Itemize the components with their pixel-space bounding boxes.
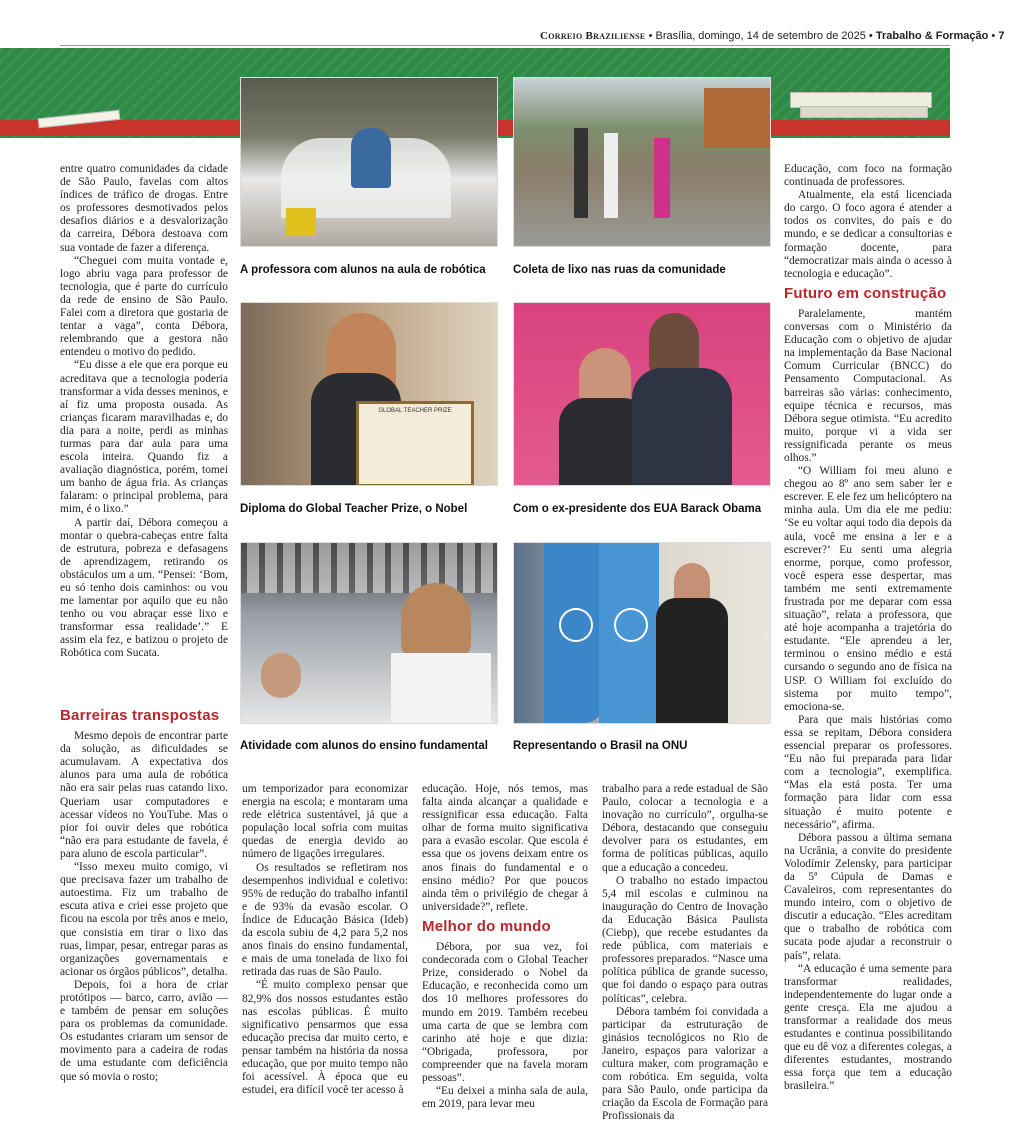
paragraph: Débora também foi convidada a participar da estruturação de ginásios tecnológicos no Rio de Janeiro, espaços para valorizar a cultura maker, com programação e com robótica. Em seguida, volta para São Paulo, onde participa da criação da Escola de Formação para Profissionais da (602, 1005, 768, 1123)
dateline: • Brasília, domingo, 14 de setembro de 2025 • (648, 30, 873, 42)
publication-name: Correio Braziliense (540, 30, 646, 42)
photo-caption: Atividade com alunos do ensino fundamental (240, 740, 488, 752)
subheading-futuro: Futuro em construção (784, 284, 947, 302)
paragraph: “Cheguei com muita vontade e, logo abriu vaga para professor de tecnologia, que é parte do currículo da rede de ensino de São Paulo. Falei com a diretora que gostaria de tentar a vaga”, conta Débora, relembrando que a gestora não entendeu o motivo do pedido. (60, 254, 228, 359)
subheading-melhor-do-mundo: Melhor do mundo (422, 917, 551, 935)
header-rule (60, 45, 950, 46)
paragraph: “A educação é uma semente para transformar realidades, independentemente do lugar onde a gente cresça. Ela me ajudou a transformar a realidade dos meus estudantes e continua possibilitando que eu dê voz a diferentes colegas, a diferentes estudantes, mostrando essa força que tem a educação brasileira.” (784, 962, 952, 1093)
page-number: 7 (998, 30, 1005, 42)
paragraph: Os resultados se refletiram nos desempenhos individual e coletivo: 95% de redução do trabalho infantil e de 93% da evasão escolar. O Índice de Educação Básica (Ideb) da escola subiu de 4,2 para 5,2 nos anos finais do ensino fundamental, e mais de uma tonelada de lixo foi retirada das ruas de São Paulo. (242, 861, 408, 979)
article-column-4 (602, 783, 768, 1123)
paragraph: “Eu disse a ele que era porque eu acreditava que a tecnologia poderia transformar a vida desses meninos, e aí fiz uma proposta ousada. As crianças ficaram maravilhadas e, do dia para a noite, perdi as minhas turmas para dar aula para uma escola inteira. Quando fiz a avaliação diagnóstica, porém, tomei um banho de água fria. As crianças falaram: o principal problema, para mim, é o lixo.” (60, 359, 228, 516)
photo-trash-collection (513, 77, 771, 247)
paragraph: “É muito complexo pensar que 82,9% dos nossos estudantes estão nas escolas públicas. É muito significativo pensarmos que essa educação precisa dar muito certo, e pensar também na história da nossa educação, que por muito tempo não foi acessível. À época que eu estudei, era difícil você ter acesso à (242, 979, 408, 1097)
article-column-1-bottom (60, 709, 228, 1084)
paragraph: O trabalho no estado impactou 5,4 mil escolas e culminou na inauguração do Centro de Inovação da Educação Básica Paulista (Ciebp), que recebe estudantes da rede pública, com materiais e professores preparados. “Nasce uma política pública de grande sucesso, que foi dando o espaço para outras políticas”, celebra. (602, 874, 768, 1005)
paragraph: entre quatro comunidades da cidade de São Paulo, favelas com altos índices de tráfico de drogas. Entre os professores desmotivados pelos desafios diários e a desvalorização da carreira, Débora destoava com sua vontade de fazer a diferença. (60, 163, 228, 254)
article-column-2 (242, 783, 408, 1097)
paragraph: Mesmo depois de encontrar parte da solução, as dificuldades se acumulavam. A expectativa dos alunos para uma aula de robótica não era sair pelas ruas catando lixo. Queriam usar computadores e acessar vídeos no YouTube. Mas o pior foi ouvir deles que robótica “não era para estudante de favela, é para aluno de escola particular”. (60, 730, 228, 860)
photo-caption: Diploma do Global Teacher Prize, o Nobel (240, 503, 468, 515)
paragraph: Paralelamente, mantém conversas com o Ministério da Educação com o objetivo de ajudar na implementação da Base Nacional Comum Curricular (BNCC) do Pensamento Computacional. As barreiras são várias: conhecimento, equipe técnica e recursos, mas Débora segue otimista. “Eu acredito muito, porque vi a vida ser ressignificada perante os meus olhos.” (784, 307, 952, 464)
paragraph: A partir daí, Débora começou a montar o quebra-cabeças entre falta de estrutura, pobreza e defasagens de aprendizagem, retirando os obstáculos um a um. “Pensei: ‘Bom, eu só tenho dois caminhos: ou vou me lamentar por aquilo que eu não tenho ou vou abraçar esse lixo e transformar essa realidade’.” E assim ela fez, e batizou o projeto de Robótica com Sucata. (60, 516, 228, 660)
paragraph: Débora, por sua vez, foi condecorada com o Global Teacher Prize, considerado o Nobel da Educação, e reconhecida como um dos 10 melhores professores do mundo em 2019. Também recebeu uma carta de que se lembra com carinho até hoje e que dizia: “Obrigada, professora, por compreender que na favela moram pessoas”. (422, 941, 588, 1084)
paragraph: Atualmente, ela está licenciada do cargo. O foco agora é atender a todos os convites, do país e do mundo, e se dedicar a consultorias e formação docente, para “democratizar mais ainda o acesso à tecnologia e educação”. (784, 189, 952, 280)
photo-caption: A professora com alunos na aula de robótica (240, 264, 486, 276)
paragraph: educação. Hoje, nós temos, mas falta ainda alcançar a qualidade e ressignificar essa educação. Falta olhar de forma muito significativa para a evasão escolar. Que escola é essa que os jovens deixam entre os anos finais do fundamental e o ensino médio? Por que poucos ainda têm o privilégio de chegar à universidade?”, reflete. (422, 783, 588, 913)
diploma-label: GLOBAL TEACHER PRIZE (378, 408, 452, 414)
page-header (540, 30, 1005, 42)
photo-robotics-class (240, 77, 498, 247)
article-column-5 (784, 163, 952, 1094)
paragraph: Débora passou a última semana na Ucrânia, a convite do presidente Volodímir Zelensky, para participar da 5ª Cúpula de Damas e Cavaleiros, com representantes do mundo inteiro, com o objetivo de discutir a educação. “Eles acreditam que o trabalho de robótica com sucata pode ajudar a reconstruir o país”, relata. (784, 831, 952, 962)
section-name: Trabalho & Formação (875, 30, 989, 42)
photo-caption: Com o ex-presidente dos EUA Barack Obama (513, 503, 762, 515)
page-separator: • (991, 30, 996, 42)
paragraph: “O William foi meu aluno e chegou ao 8º ano sem saber ler e escrever. E ele fez um helicóptero na minha aula. Um dia ele me pediu: ‘Se eu voltar aqui todo dia depois da aula, você me ensina a ler e a escrever?’ Eu senti uma alegria enorme, porque, como professor, você espera esse despertar, mas também me senti extremamente frustrada por me deparar com essa situação”, relata a professora, que até hoje acompanha a trajetória do estudante. “Ele aprendeu a ler, terminou o ensino médio e está cursando o segundo ano de física na USP. O William foi excluído do sistema por muito tempo”, emociona-se. (784, 465, 952, 713)
photo-teacher-prize-diploma (240, 302, 498, 486)
paragraph: “Isso mexeu muito comigo, vi que precisava fazer um trabalho de autoestima. Fiz um trabalho de escuta ativa e criei esse projeto que ficou na escola por três anos e meio, que consistia em tirar o lixo das ruas, limpar, pesar, entregar paras as organizações governamentais e acionar os órgãos públicos”, detalha. (60, 861, 228, 978)
photo-caption: Coleta de lixo nas ruas da comunidade (513, 264, 726, 276)
photo-elementary-students (240, 542, 498, 724)
paragraph: Para que mais histórias como essa se repitam, Débora considera essencial preparar os professores. “Eu não fui preparada para lidar com a tecnologia”, exemplifica. “Mas ela está posta. Ter uma formação para lidar com essa situação é muito potente e necessário”, afirma. (784, 713, 952, 831)
paragraph: um temporizador para economizar energia na escola; e montaram uma rede elétrica sustentável, já que a população local sofria com muitas quedas de energia devido ao número de ligações irregulares. (242, 783, 408, 861)
article-column-3 (422, 783, 588, 1111)
photo-caption: Representando o Brasil na ONU (513, 740, 688, 752)
paragraph: Educação, com foco na formação continuada de professores. (784, 163, 952, 189)
paragraph: “Eu deixei a minha sala de aula, em 2019, para levar meu (422, 1085, 588, 1111)
article-column-1-top (60, 163, 228, 661)
subheading-barreiras: Barreiras transpostas (60, 707, 220, 724)
photo-with-obama (513, 302, 771, 486)
paragraph: trabalho para a rede estadual de São Paulo, colocar a tecnologia e a inovação no currículo”, orgulha-se Débora, destacando que conseguiu devolver para os estudantes, em forma de políticas públicas, aquilo que a educação a concedeu. (602, 783, 768, 874)
book-illustration-right-2 (800, 106, 928, 118)
paragraph: Depois, foi a hora de criar protótipos — barco, carro, avião — e também de pensar em soluções para os problemas da comunidade. Os estudantes criaram um sensor de movimento para a cadeira de rodas de uma estudante com deficiência que só movia o rosto; (60, 978, 228, 1083)
photo-un-representation (513, 542, 771, 724)
